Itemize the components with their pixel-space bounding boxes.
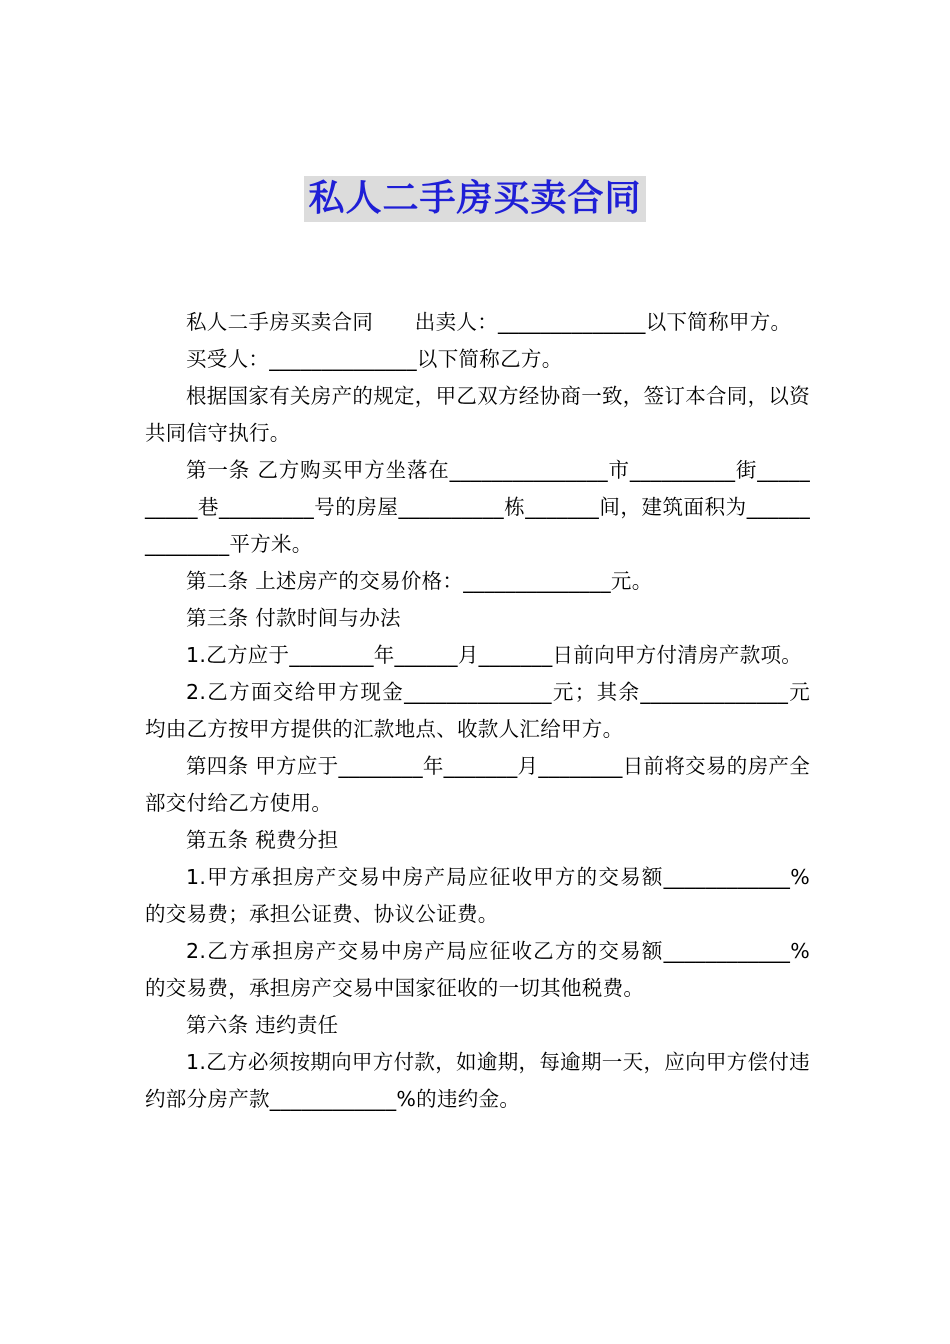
document-body xyxy=(145,304,810,1118)
paragraph-buyer: 买受人：______________以下简称乙方。 xyxy=(186,347,563,371)
paragraph-article-3-item-1: 1.乙方应于________年______月_______日前向甲方付清房产款项。 xyxy=(186,643,803,667)
document-title: 私人二手房买卖合同 xyxy=(304,176,645,222)
paragraph-article-2: 第二条 上述房产的交易价格：______________元。 xyxy=(186,569,653,593)
paragraph-preamble: 根据国家有关房产的规定，甲乙双方经协商一致，签订本合同，以资共同信守执行。 xyxy=(145,384,810,445)
paragraph-article-5-heading: 第五条 税费分担 xyxy=(186,828,339,852)
paragraph-article-1: 第一条 乙方购买甲方坐落在_______________市__________街__________巷_________号的房屋__________栋_______间，建筑面积为______________平方米。 xyxy=(145,458,810,556)
paragraph-article-5-item-2: 2.乙方承担房产交易中房产局应征收乙方的交易额____________%的交易费，承担房产交易中国家征收的一切其他税费。 xyxy=(145,939,810,1000)
paragraph-article-3-item-2: 2.乙方面交给甲方现金______________元；其余______________元均由乙方按甲方提供的汇款地点、收款人汇给甲方。 xyxy=(145,680,810,741)
paragraph-article-6-heading: 第六条 违约责任 xyxy=(186,1013,339,1037)
paragraph-article-3-heading: 第三条 付款时间与办法 xyxy=(186,606,401,630)
paragraph-article-6-item-1: 1.乙方必须按期向甲方付款，如逾期，每逾期一天，应向甲方偿付违约部分房产款____________%的违约金。 xyxy=(145,1050,810,1111)
paragraph-parties-seller: 私人二手房买卖合同 出卖人：______________以下简称甲方。 xyxy=(186,310,792,334)
title-container xyxy=(0,176,950,222)
paragraph-article-4: 第四条 甲方应于________年_______月________日前将交易的房产全部交付给乙方使用。 xyxy=(145,754,810,815)
paragraph-article-5-item-1: 1.甲方承担房产交易中房产局应征收甲方的交易额____________%的交易费；承担公证费、协议公证费。 xyxy=(145,865,810,926)
